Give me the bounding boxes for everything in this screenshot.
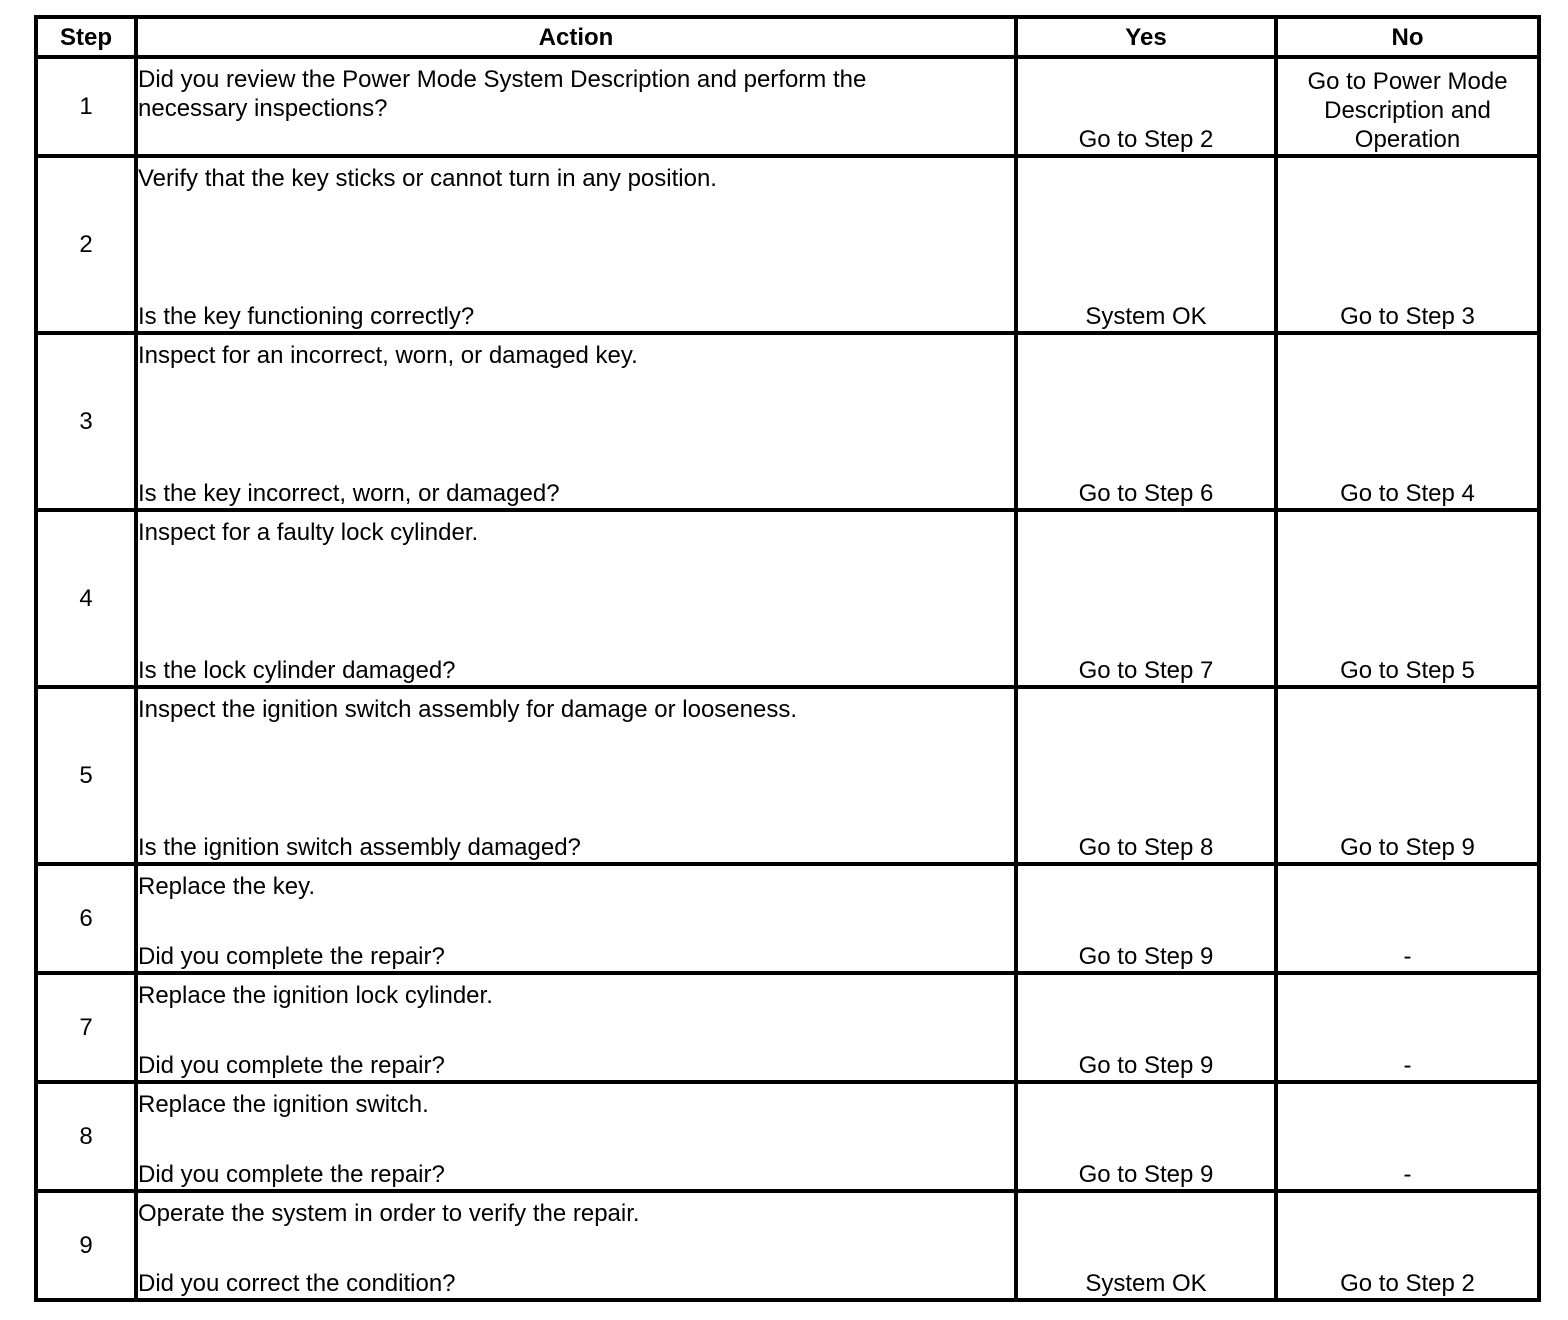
yes-result: Go to Step 9 [1016,864,1276,973]
no-result: Go to Step 9 [1276,687,1539,864]
yes-result: Go to Step 6 [1016,333,1276,510]
action-question: Did you correct the condition? [138,1270,456,1297]
step-number: 6 [36,864,136,973]
action-cell [136,57,1016,156]
no-result: Go to Step 2 [1276,1191,1539,1300]
action-question: Is the key incorrect, worn, or damaged? [138,480,560,507]
yes-result: System OK [1016,156,1276,333]
yes-result: Go to Step 7 [1016,510,1276,687]
step-number: 4 [36,510,136,687]
action-question: Is the key functioning correctly? [138,303,475,330]
action-cell [136,864,1016,973]
action-cell [136,510,1016,687]
header-yes: Yes [1016,17,1276,57]
yes-result: Go to Step 9 [1016,973,1276,1082]
action-question: Did you complete the repair? [138,1161,445,1188]
action-cell [136,687,1016,864]
step-number: 2 [36,156,136,333]
step-number: 8 [36,1082,136,1191]
action-instruction: Inspect the ignition switch assembly for damage or looseness. [138,696,798,723]
no-result-line: Description and [1324,97,1491,124]
action-instruction: Replace the ignition switch. [138,1091,429,1118]
table-row [36,864,1539,973]
action-instruction: Verify that the key sticks or cannot turn in any position. [138,165,717,192]
yes-result: Go to Step 8 [1016,687,1276,864]
action-cell [136,1191,1016,1300]
diagnostic-table [34,15,1541,1302]
no-result: - [1276,973,1539,1082]
action-question: Is the ignition switch assembly damaged? [138,834,581,861]
header-action: Action [136,17,1016,57]
no-result-line: Operation [1354,126,1461,153]
action-cell [136,973,1016,1082]
action-cell [136,333,1016,510]
table-row [36,510,1539,687]
yes-result: System OK [1016,1191,1276,1300]
no-result: Go to Step 3 [1276,156,1539,333]
step-number: 3 [36,333,136,510]
no-result: - [1276,1082,1539,1191]
action-question: Did you complete the repair? [138,943,445,970]
action-cell [136,1082,1016,1191]
table-row [36,973,1539,1082]
step-number: 7 [36,973,136,1082]
table-row [36,1191,1539,1300]
table-row [36,687,1539,864]
step-number: 5 [36,687,136,864]
action-instruction: Inspect for an incorrect, worn, or damaged key. [138,342,638,369]
action-question: Did you complete the repair? [138,1052,445,1079]
step-number: 9 [36,1191,136,1300]
action-instruction: Did you review the Power Mode System Description and perform the necessary inspections? [138,66,867,122]
header-no: No [1276,17,1539,57]
action-instruction: Replace the key. [138,873,315,900]
action-instruction: Replace the ignition lock cylinder. [138,982,493,1009]
table-row [36,333,1539,510]
yes-result: Go to Step 9 [1016,1082,1276,1191]
table-row [36,57,1539,156]
table-row [36,156,1539,333]
action-cell [136,156,1016,333]
table-row [36,1082,1539,1191]
no-result-line: Go to Power Mode [1307,68,1508,95]
action-instruction: Inspect for a faulty lock cylinder. [138,519,479,546]
header-step: Step [36,17,136,57]
no-result [1276,57,1539,156]
header-row [36,17,1539,57]
action-instruction: Operate the system in order to verify the repair. [138,1200,640,1227]
step-number: 1 [36,57,136,156]
no-result: Go to Step 5 [1276,510,1539,687]
no-result: Go to Step 4 [1276,333,1539,510]
yes-result: Go to Step 2 [1016,57,1276,156]
no-result: - [1276,864,1539,973]
action-question: Is the lock cylinder damaged? [138,657,456,684]
